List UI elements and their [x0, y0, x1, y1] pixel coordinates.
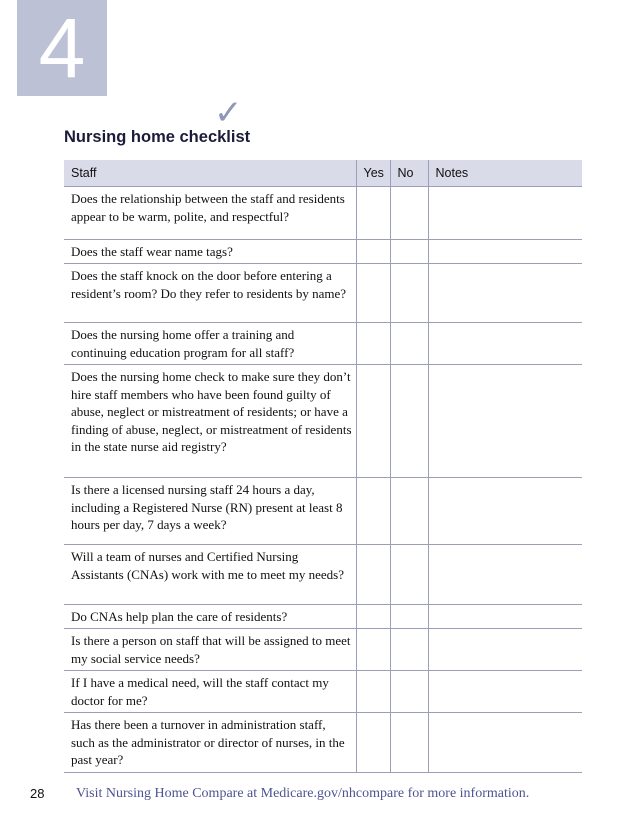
checkmark-icon: ✓: [214, 93, 243, 133]
yes-cell[interactable]: [356, 240, 390, 264]
notes-cell[interactable]: [428, 605, 582, 629]
question-cell: Does the staff wear name tags?: [64, 240, 356, 264]
yes-cell[interactable]: [356, 187, 390, 240]
table-row: [64, 671, 582, 713]
table-header-row: [64, 160, 582, 187]
notes-cell[interactable]: [428, 671, 582, 713]
question-cell: Do CNAs help plan the care of residents?: [64, 605, 356, 629]
notes-cell[interactable]: [428, 629, 582, 671]
yes-cell[interactable]: [356, 323, 390, 365]
no-cell[interactable]: [390, 264, 428, 323]
yes-cell[interactable]: [356, 671, 390, 713]
notes-cell[interactable]: [428, 187, 582, 240]
table-row: [64, 629, 582, 671]
table-row: [64, 365, 582, 478]
question-cell: Does the staff knock on the door before entering a resident’s room? Do they refer to residents by name?: [64, 264, 356, 323]
question-cell: Does the nursing home offer a training and continuing education program for all staff?: [64, 323, 356, 365]
question-cell: If I have a medical need, will the staff contact my doctor for me?: [64, 671, 356, 713]
footer-link-text[interactable]: Visit Nursing Home Compare at Medicare.gov/nhcompare for more information.: [76, 786, 530, 801]
no-cell[interactable]: [390, 671, 428, 713]
no-cell[interactable]: [390, 478, 428, 545]
question-cell: Has there been a turnover in administration staff, such as the administrator or director of nurses, in the past year?: [64, 713, 356, 773]
notes-cell[interactable]: [428, 323, 582, 365]
question-cell: Is there a licensed nursing staff 24 hours a day, including a Registered Nurse (RN) present at least 8 hours per day, 7 days a week?: [64, 478, 356, 545]
no-cell[interactable]: [390, 545, 428, 605]
column-header-notes: Notes: [428, 160, 582, 187]
no-cell[interactable]: [390, 629, 428, 671]
table-row: [64, 545, 582, 605]
yes-cell[interactable]: [356, 629, 390, 671]
no-cell[interactable]: [390, 713, 428, 773]
page-title: Nursing home checklist: [64, 128, 251, 146]
no-cell[interactable]: [390, 240, 428, 264]
no-cell[interactable]: [390, 365, 428, 478]
question-cell: Does the nursing home check to make sure they don’t hire staff members who have been found guilty of abuse, neglect or mistreatment of residents; or have a finding of abuse, neglect, or mistreatment of residents in the state nurse aid registry?: [64, 365, 356, 478]
column-header-yes: Yes: [356, 160, 390, 187]
column-header-no: No: [390, 160, 428, 187]
no-cell[interactable]: [390, 323, 428, 365]
column-header-staff: Staff: [64, 160, 356, 187]
notes-cell[interactable]: [428, 545, 582, 605]
no-cell[interactable]: [390, 605, 428, 629]
table-row: [64, 240, 582, 264]
no-cell[interactable]: [390, 187, 428, 240]
yes-cell[interactable]: [356, 605, 390, 629]
question-cell: Is there a person on staff that will be assigned to meet my social service needs?: [64, 629, 356, 671]
notes-cell[interactable]: [428, 478, 582, 545]
yes-cell[interactable]: [356, 545, 390, 605]
table-row: [64, 264, 582, 323]
notes-cell[interactable]: [428, 264, 582, 323]
notes-cell[interactable]: [428, 365, 582, 478]
checklist-table: [64, 160, 582, 773]
yes-cell[interactable]: [356, 478, 390, 545]
chapter-number: 4: [38, 1, 86, 95]
page-number: 28: [30, 786, 45, 801]
notes-cell[interactable]: [428, 240, 582, 264]
yes-cell[interactable]: [356, 365, 390, 478]
table-row: [64, 605, 582, 629]
table-row: [64, 713, 582, 773]
table-row: [64, 478, 582, 545]
table-row: [64, 187, 582, 240]
notes-cell[interactable]: [428, 713, 582, 773]
question-cell: Will a team of nurses and Certified Nursing Assistants (CNAs) work with me to meet my needs?: [64, 545, 356, 605]
yes-cell[interactable]: [356, 713, 390, 773]
question-cell: Does the relationship between the staff and residents appear to be warm, polite, and respectful?: [64, 187, 356, 240]
chapter-tab: [17, 0, 107, 96]
yes-cell[interactable]: [356, 264, 390, 323]
table-row: [64, 323, 582, 365]
